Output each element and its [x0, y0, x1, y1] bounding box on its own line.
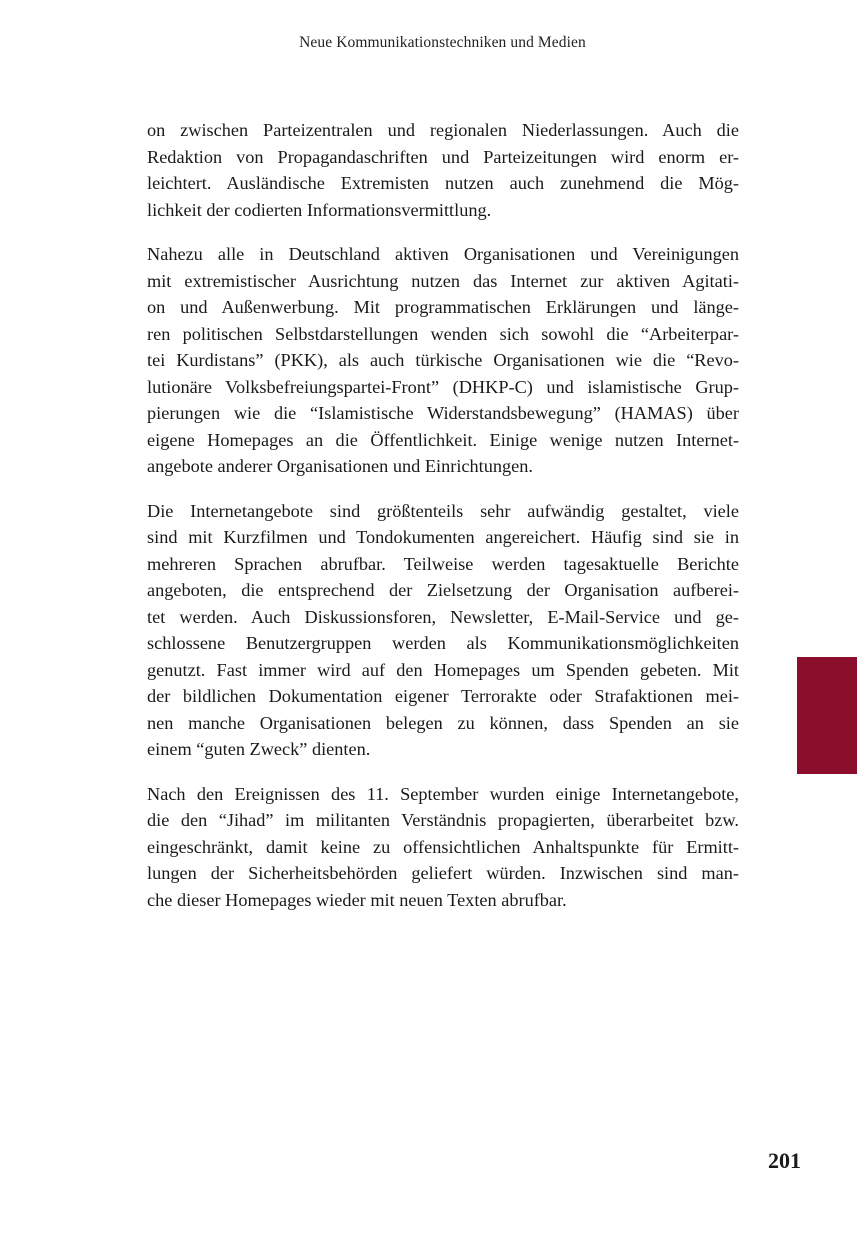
text-line: der bildlichen Dokumentation eigener Terrorakte oder Strafaktionen mei-: [147, 686, 739, 706]
text-line: lungen der Sicherheitsbehörden geliefert würden. Inzwischen sind man-: [147, 863, 739, 883]
text-line: genutzt. Fast immer wird auf den Homepages um Spenden gebeten. Mit: [147, 659, 739, 680]
text-line: die den “Jihad” im militanten Verständnis propagierten, überarbeitet bzw.: [147, 810, 739, 830]
text-line: nen manche Organisationen belegen zu können, dass Spenden an sie: [147, 712, 739, 733]
text-line: angeboten, die entsprechend der Zielsetzung der Organisation aufberei-: [147, 580, 739, 600]
text-line: schlossene Benutzergruppen werden als Kommunikationsmöglichkeiten: [147, 633, 739, 653]
text-line: sind mit Kurzfilmen und Tondokumenten angereichert. Häufig sind sie in: [147, 527, 739, 547]
text-line: eingeschränkt, damit keine zu offensichtlichen Anhaltspunkte für Ermitt-: [147, 836, 739, 857]
text-line: Redaktion von Propagandaschriften und Parteizeitungen wird enorm er-: [147, 146, 739, 167]
text-line: lutionäre Volksbefreiungspartei-Front” (DHKP-C) und islamistische Grup-: [147, 376, 739, 397]
text-line: Nahezu alle in Deutschland aktiven Organisationen und Vereinigungen: [147, 244, 739, 264]
text-line: on und Außenwerbung. Mit programmatischen Erklärungen und länge-: [147, 297, 739, 317]
page-number: 201: [768, 1148, 801, 1173]
text-line: angebote anderer Organisationen und Einrichtungen.: [147, 456, 533, 476]
body-text: [147, 117, 739, 931]
chapter-thumb-tab: [797, 657, 857, 774]
text-line: eigene Homepages an die Öffentlichkeit. Einige wenige nutzen Internet-: [147, 429, 739, 450]
text-line: tet werden. Auch Diskussionsforen, Newsletter, E-Mail-Service und ge-: [147, 606, 739, 627]
text-line: Die Internetangebote sind größtenteils sehr aufwändig gestaltet, viele: [147, 500, 739, 521]
text-line: Nach den Ereignissen des 11. September wurden einige Internetangebote,: [147, 783, 739, 804]
text-line: pierungen wie die “Islamistische Widerstandsbewegung” (HAMAS) über: [147, 403, 739, 423]
text-line: on zwischen Parteizentralen und regionalen Niederlassungen. Auch die: [147, 120, 739, 140]
text-line: mit extremistischer Ausrichtung nutzen das Internet zur aktiven Agitati-: [147, 270, 739, 291]
running-header: Neue Kommunikationstechniken und Medien: [299, 34, 586, 51]
text-line: mehreren Sprachen abrufbar. Teilweise werden tagesaktuelle Berichte: [147, 553, 739, 574]
paragraph-3: [147, 498, 739, 763]
text-line: tei Kurdistans” (PKK), als auch türkische Organisationen wie die “Revo-: [147, 350, 739, 370]
text-line: einem “guten Zweck” dienten.: [147, 739, 371, 759]
text-line: lichkeit der codierten Informationsvermittlung.: [147, 199, 492, 220]
paragraph-1: [147, 117, 739, 223]
paragraph-2: [147, 241, 739, 480]
text-line: ren politischen Selbstdarstellungen wenden sich sowohl die “Arbeiterpar-: [147, 323, 739, 344]
text-line: che dieser Homepages wieder mit neuen Texten abrufbar.: [147, 889, 567, 910]
text-line: leichtert. Ausländische Extremisten nutzen auch zunehmend die Mög-: [147, 173, 739, 193]
paragraph-4: [147, 781, 739, 914]
